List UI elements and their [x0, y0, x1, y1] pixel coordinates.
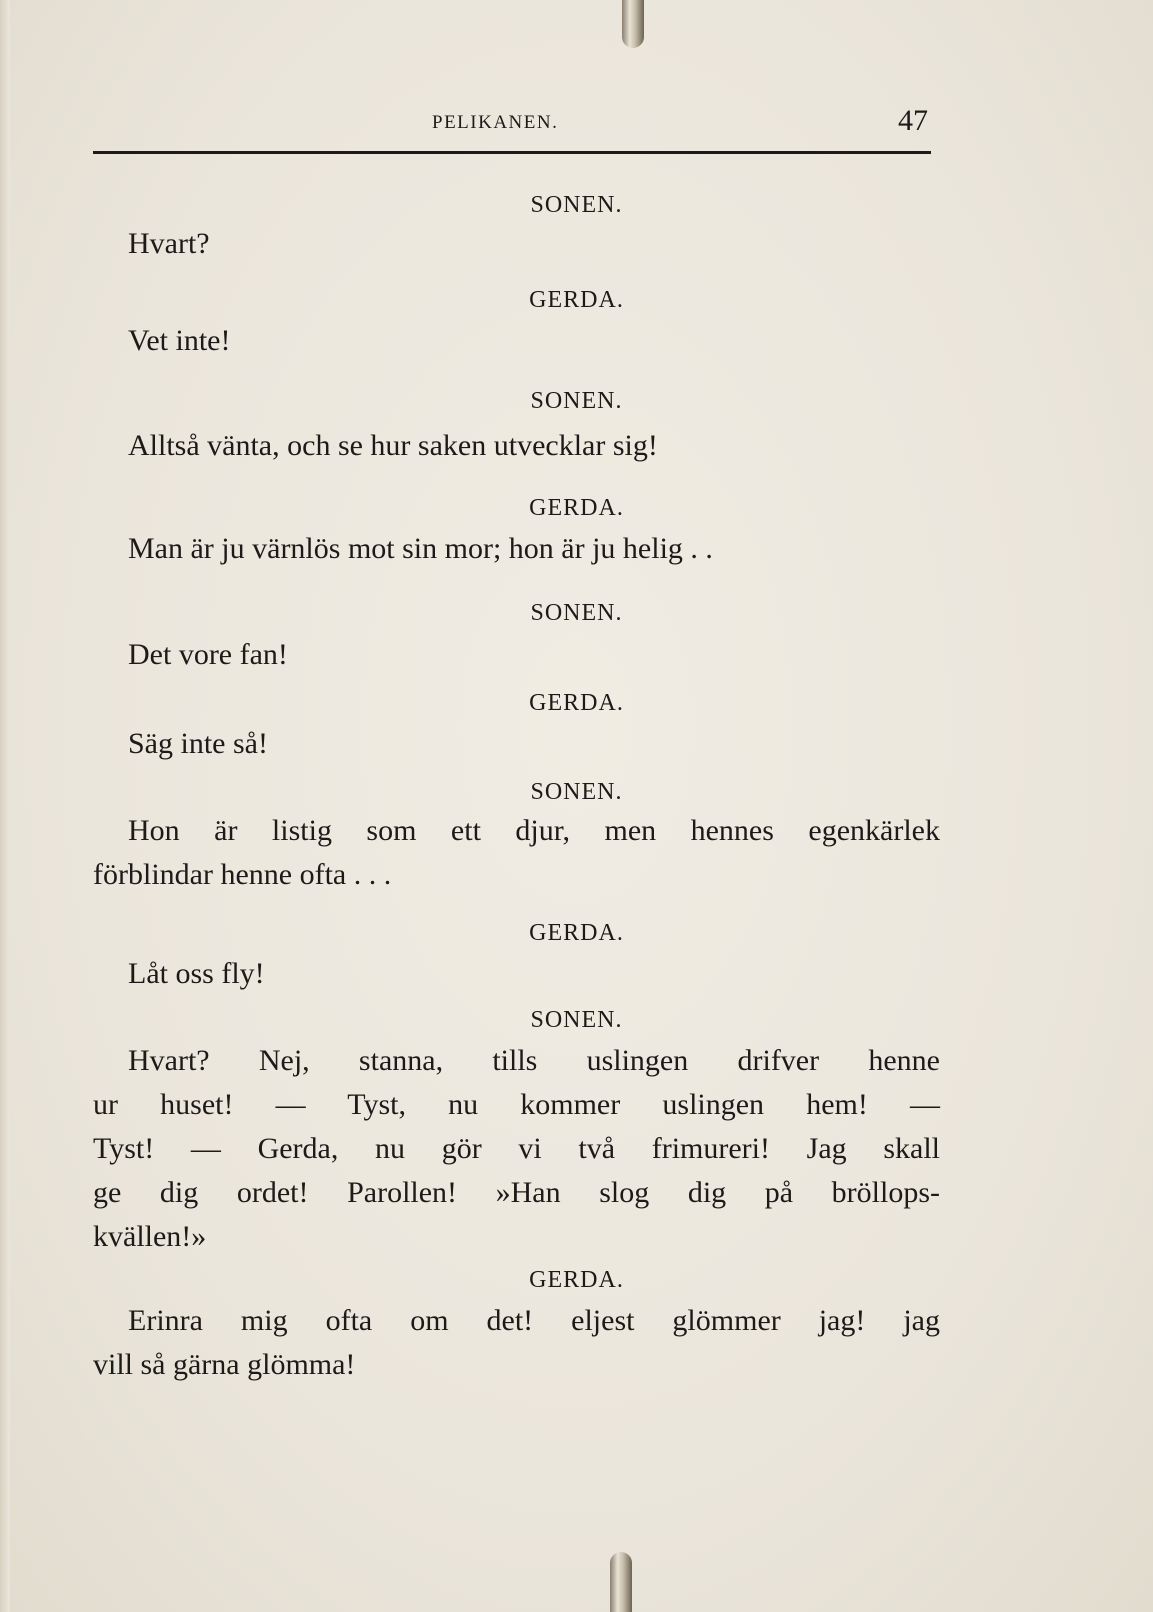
dialogue-line: kvällen!» [93, 1220, 207, 1253]
dialogue-line: förblindar henne ofta . . . [93, 858, 392, 891]
speaker-label: SONEN. [530, 779, 623, 805]
speaker-label: GERDA. [529, 1267, 624, 1293]
speaker-label: GERDA. [529, 690, 624, 716]
dialogue-line: Erinra mig ofta om det! eljest glömmer jag! jag [128, 1304, 940, 1337]
speaker-label: GERDA. [529, 920, 624, 946]
running-title: PELIKANEN. [432, 112, 559, 133]
dialogue-line: Säg inte så! [128, 727, 268, 760]
running-head [0, 104, 1153, 144]
speaker-label: GERDA. [529, 495, 624, 521]
dialogue-line: ge dig ordet! Parollen! »Han slog dig på bröllops- [93, 1176, 940, 1209]
dialogue-line: Det vore fan! [128, 638, 288, 671]
speaker-label: SONEN. [530, 192, 623, 218]
dialogue-line: Vet inte! [128, 324, 231, 357]
dialogue-line: vill så gärna glömma! [93, 1348, 356, 1381]
speaker-label: SONEN. [530, 388, 623, 414]
speaker-label: SONEN. [530, 600, 623, 626]
dialogue-line: Hvart? [128, 227, 210, 260]
binding-staple-top [622, 0, 644, 48]
dialogue-line: ur huset! — Tyst, nu kommer uslingen hem! — [93, 1088, 940, 1121]
dialogue-line: Man är ju värnlös mot sin mor; hon är ju helig . . [128, 532, 713, 565]
dialogue-line: Tyst! — Gerda, nu gör vi två frimureri! Jag skall [93, 1132, 940, 1165]
speaker-label: GERDA. [529, 287, 624, 313]
dialogue-line: Hon är listig som ett djur, men hennes egenkärlek [128, 814, 940, 847]
speaker-label: SONEN. [530, 1007, 623, 1033]
dialogue-line: Låt oss fly! [128, 957, 265, 990]
page-number: 47 [898, 104, 928, 137]
header-rule [93, 151, 931, 154]
binding-staple-bottom [610, 1552, 632, 1612]
dialogue-line: Hvart? Nej, stanna, tills uslingen drifver henne [128, 1044, 940, 1077]
dialogue-line: Alltså vänta, och se hur saken utvecklar sig! [128, 429, 658, 462]
